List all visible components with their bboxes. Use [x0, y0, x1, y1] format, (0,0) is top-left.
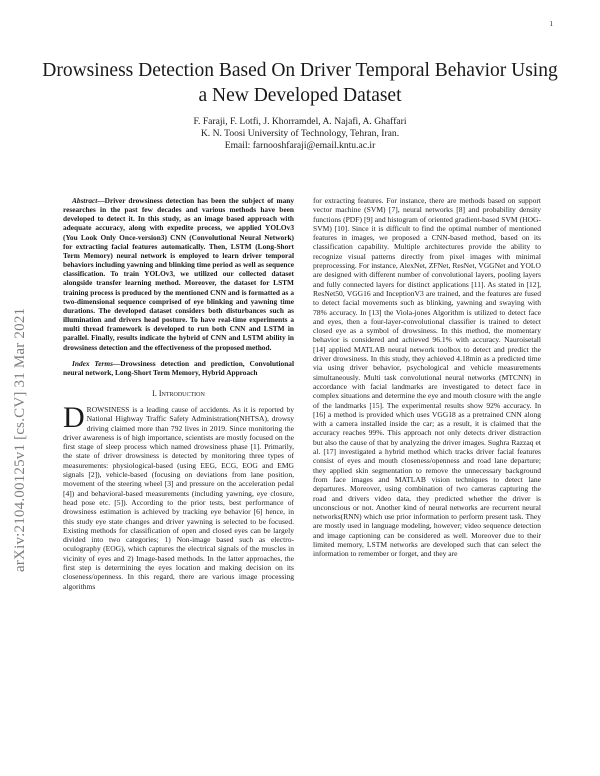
abstract-label: Abstract [72, 196, 98, 205]
author-affiliation: K. N. Toosi University of Technology, Tehran, Iran. [200, 128, 400, 139]
index-terms [63, 359, 294, 377]
lead-caps: ROWSINESS [86, 404, 130, 414]
index-terms-text: —Drowsiness detection and prediction, Convolutional neural network, Long-Short Term Memory, Hybrid Approach [63, 358, 294, 377]
page-number: 1 [549, 20, 553, 28]
drop-cap: D [63, 400, 85, 434]
right-column [313, 196, 541, 559]
index-terms-label: Index Terms [72, 358, 113, 368]
left-column [63, 196, 294, 591]
introduction-paragraph [63, 400, 294, 591]
author-email: Email: farnooshfaraji@email.kntu.ac.ir [224, 140, 376, 151]
abstract-text: —Driver drowsiness detection has been the subject of many researches in the past few decades and various methods have been developed to detect it. In this study, as an image based approach with adequate accuracy, along with expedite process, we applied YOLOv3 (You Look Only Once-version3) CNN (Convolutional Neural Network) for extracting facial features automatically. Then, LSTM (Long-Short Term Memory) neural network is employed to learn driver temporal behaviors including yawning and blinking time period as well as sequence classification. To train YOLOv3, we utilized our collected dataset alongside transfer learning method. Moreover, the dataset for LSTM training process is produced by the mentioned CNN and is formatted as a two-dimensional sequence comprised of eye blinking and yawning time durations. The developed dataset considers both disturbances such as illumination and drivers head posture. To have real-time experiments a multi thread framework is developed to run both CNN and LSTM in parallel. Finally, results indicate the hybrid of CNN and LSTM ability in drowsiness detection and the effectiveness of the proposed method. [63, 196, 294, 352]
abstract [63, 196, 294, 352]
section-heading-introduction: I. Introduction [152, 388, 205, 398]
arxiv-identifier-stamp: arXiv:2104.00125v1 [cs.CV] 31 Mar 2021 [12, 307, 28, 572]
right-column-text: for extracting features. For instance, there are methods based on support vector machine (SVM) [7], neural networks [8] and probability density functions (PDF) [9] and histogram of oriented gradient-based SVM (HOG-SVM) [10]. Since it is difficult to find the optimal number of mentioned features in images, we proposed a CNN-based method, based on its classification capability. Multiple architectures provide the ability to recognize visual patterns directly from pixel images with minimal preprocessing. For instance, AlexNet, ZFNet, ResNet, VGGNet and YOLO are designed with different number of convolutional layers, pooling layers and fully connected layers for distinct applications [11]. As stated in [12], ResNet50, VGG16 and InceptionV3 are trained, and the features are fused to detect facial movements such as blinking, yawning and swaying with 78% accuracy. In [13] the Viola-jones Algorithm is utilized to detect face and eyes, then a four-layer-convolutional classifier is trained to detect closed eye as a symbol of drowsiness. In this method, the momentary behavior is considered and achieved 96.1% with accuracy. Nauroisetall [14] applied MATLAB neural network toolbox to detect and predict the driver drowsiness. In this study, they achieved 4.18min as a predicted time via using driver behavior, psychological and vehicle measurements simultaneously. Multi task convolutional neural networks (MTCNN) in accordance with facial landmarks are investigated to detect face in complex situations and determine the eye and mouth closure with the angle of the landmarks [15]. The experimental results show 92% accuracy. In [16] a method is provided which uses VGG18 as a pretrained CNN along with a camera installed inside the car; as a result, it is claimed that the accuracy reaches 99%. This approach not only detects driver distraction but also the cause of that by analyzing the driver images. Sughra Razzaq et al. [17] investigated a hybrid method which tracks driver facial features consist of eyes and mouth closeness/openness and road lane departure; they applied skin segmentation to remove the unnecessary background from face images and MATLAB vision techniques to detect lane departures. Moreover, using combination of two cameras capturing the road and drivers video data, they predicted whether the driver is unconscious or not. Another kind of neural networks are recurrent neural networks(RNN) which use prior information to perform present task. They are mostly used in language modeling, however; video sequence detection and image captioning can be considered as well. Moreover due to their limited memory, LSTM networks are developed such that can select the information to remember or forget, and they are [313, 196, 541, 559]
author-block [40, 116, 560, 152]
author-names: F. Faraji, F. Lotfi, J. Khorramdel, A. Najafi, A. Ghaffari [193, 116, 407, 127]
introduction-text: is a leading cause of accidents. As it is reported by National Highway Traffic Safety Administration(NHTSA), drowsy driving claimed more than 792 lives in 2019. Since monitoring the driver awareness is of high importance, scientists are mostly focused on the first stage of sleep process which named drowsiness phase [1]. Primarily, the state of driver drowsiness is detected by monitoring three types of measurements: physiological-based (using EEG, ECG, EOG and EMG signals [2]), vehicle-based (focusing on deviations from lane position, movement of the steering wheel [3] and pressure on the acceleration pedal [4]) and behavioral-based measurements (including yawning, eye closure, head pose etc. [5]). According to the prior tests, best performance of drowsiness estimation is achieved by tracking eye behavior [6] hence, in this study eye state changes and driver yawning is selected to be focused. Existing methods for classification of open and closed eyes can be largely divided into two categories; 1) Non-image based such as electro-oculography (EOG), which captures the electrical signals of the muscles in vicinity of eyes and 2) Image-based methods. In the latter approaches, the first step is determining the eyes location and making decision on its closeness/openness. In this regard, there are various image processing algorithms [63, 404, 294, 591]
paper-title: Drowsiness Detection Based On Driver Temporal Behavior Using a New Developed Dataset [42, 60, 558, 106]
